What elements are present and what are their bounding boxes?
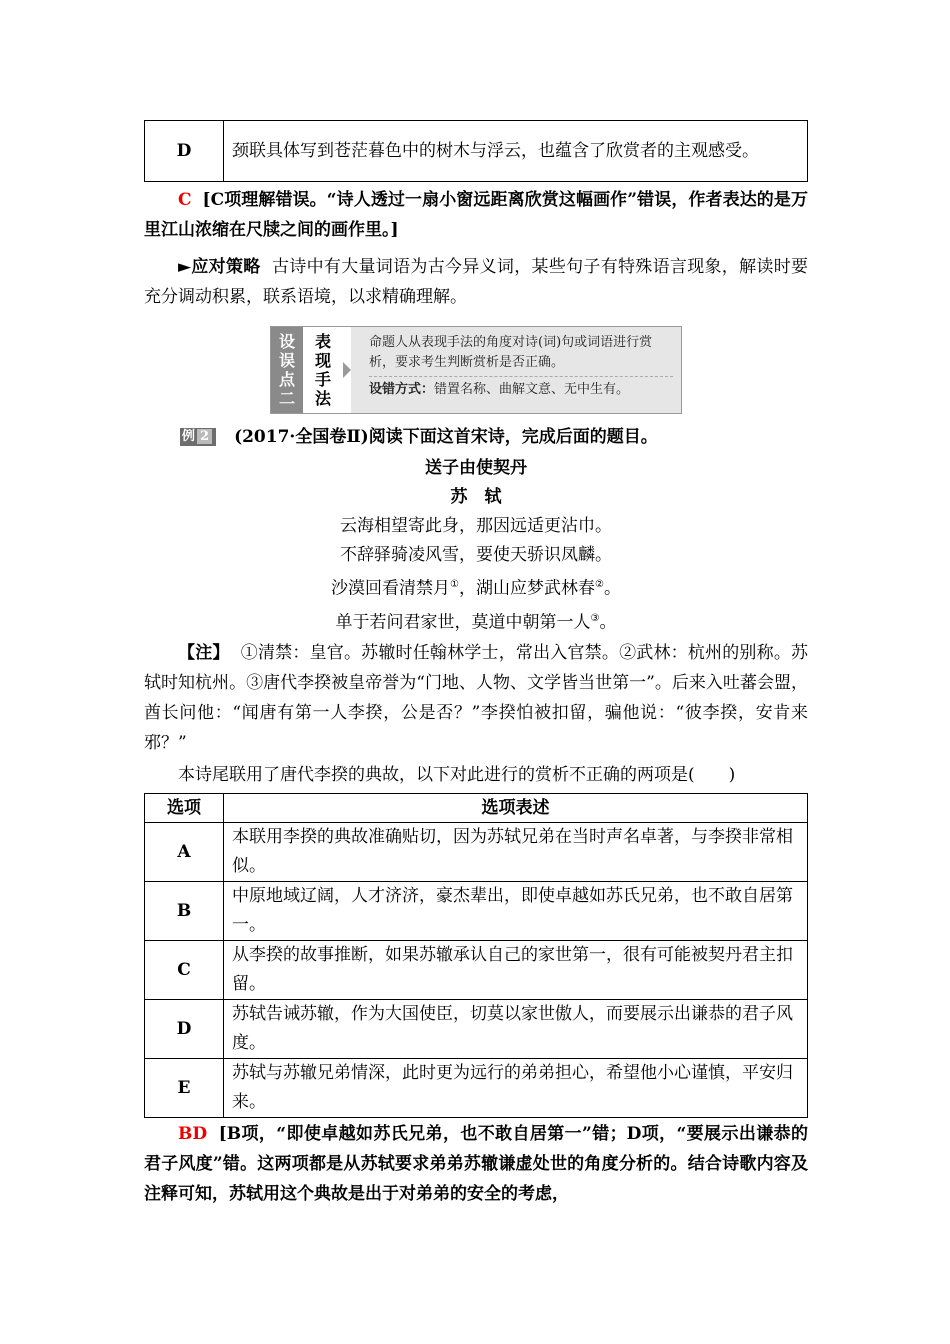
- option-text: 从李揆的故事推断，如果苏辙承认自己的家世第一，很有可能被契丹君主扣留。: [224, 941, 808, 1000]
- option-text: 本联用李揆的典故准确贴切，因为苏轼兄弟在当时声名卓著，与李揆非常相似。: [224, 823, 808, 882]
- tag-char: 点: [278, 370, 295, 389]
- poem: [144, 454, 808, 637]
- option-text: 颈联具体写到苍茫暮色中的树木与浮云，也蕴含了欣赏者的主观感受。: [224, 121, 808, 182]
- divider: [369, 376, 673, 377]
- poem-line: 不辞驿骑凌风雪，要使天骄识凤麟。: [340, 545, 612, 565]
- poem-text: 。: [599, 612, 617, 633]
- note-text: ①清禁：皇官。苏辙时任翰林学士，常出入官禁。②武林：杭州的别称。苏轼时知杭州。③唐代李揆被皇帝誉为“门地、人物、文学皆当世第一”。后来入吐蕃会盟，酋长问他：“闻唐有第一人李揆，公是否？”李揆怕被扣留，骗他说：“彼李揆，安肯来邪？”: [144, 643, 809, 754]
- kind-char: 现: [314, 351, 331, 370]
- table-row: [145, 1059, 808, 1118]
- option-text: 苏轼告诫苏辙，作为大国使臣，切莫以家世傲人，而要展示出谦恭的君子风度。: [224, 1000, 808, 1059]
- example-badge: [180, 428, 216, 446]
- kind-char: 法: [314, 389, 331, 408]
- poem-line: [144, 604, 808, 638]
- option-letter: D: [145, 121, 224, 182]
- poem-text: ，湖山应梦武林春: [459, 578, 595, 599]
- kind-char: 表: [314, 332, 331, 351]
- kind-char: 手: [314, 370, 331, 389]
- answer-letter: C: [178, 190, 192, 210]
- poem-line: [144, 570, 808, 604]
- answer-explanation: [B项，“即使卓越如苏氏兄弟，也不敢自居第一”错；D项，“要展示出谦恭的君子风度”错。这两项都是从苏轼要求弟弟苏辙谦虚处世的角度分析的。结合诗歌内容及注释可知，苏轼用这个典故是出于对弟弟的安全的考虑，: [144, 1124, 808, 1205]
- table-row: [145, 121, 808, 182]
- options-table: [144, 793, 808, 1118]
- header-option: 选项: [145, 794, 224, 823]
- example-line: [144, 422, 808, 452]
- tag-char: 设: [278, 332, 295, 351]
- error-method: [369, 380, 673, 400]
- note-paragraph: [144, 638, 808, 758]
- point-desc-text: 命题人从表现手法的角度对诗(词)句或词语进行赏析，要求考生判断赏析是否正确。: [369, 335, 653, 370]
- example-text: (2017·全国卷Ⅱ)阅读下面这首宋诗，完成后面的题目。: [234, 427, 658, 447]
- arrow-icon: [343, 362, 351, 378]
- option-letter: E: [145, 1059, 224, 1118]
- example-label: 例: [182, 429, 196, 444]
- table-row: [145, 941, 808, 1000]
- poem-author: 苏 轼: [450, 487, 502, 507]
- table-row: [145, 882, 808, 941]
- top-table: [144, 120, 808, 182]
- option-letter: C: [145, 941, 224, 1000]
- footnote-mark: ③: [590, 612, 600, 624]
- poem-title: 送子由使契丹: [425, 458, 527, 478]
- table-row: [145, 1000, 808, 1059]
- answer-one: [144, 185, 808, 245]
- tag-char: 二: [278, 389, 295, 408]
- option-text: 苏轼与苏辙兄弟情深，此时更为远行的弟弟担心，希望他小心谨慎，平安归来。: [224, 1059, 808, 1118]
- header-description: 选项表述: [224, 794, 808, 823]
- document-page: [144, 0, 808, 1209]
- option-text: 中原地域辽阔，人才济济，豪杰辈出，即使卓越如苏氏兄弟，也不敢自居第一。: [224, 882, 808, 941]
- answer-explanation: [C项理解错误。“诗人透过一扇小窗远距离欣赏这幅画作”错误，作者表达的是万里江山浓缩在尺牍之间的画作里。]: [144, 190, 808, 240]
- note-label: 【注】: [178, 643, 230, 664]
- answer-two: [144, 1119, 808, 1209]
- point-box-wrapper: [144, 326, 808, 414]
- footnote-mark: ①: [450, 579, 459, 590]
- strategy-text: 古诗中有大量词语为古今异义词，某些句子有特殊语言现象，解读时要充分调动积累，联系语境，以求精确理解。: [144, 257, 809, 307]
- option-letter: B: [145, 882, 224, 941]
- tag-char: 误: [278, 351, 295, 370]
- poem-text: 单于若问君家世，莫道中朝第一人: [335, 612, 591, 633]
- question-text: 本诗尾联用了唐代李揆的典故，以下对此进行的赏析不正确的两项是( ): [178, 765, 736, 786]
- poem-text: 沙漠回看清禁月: [331, 578, 451, 599]
- poem-line: 云海相望寄此身，那因远适更沾巾。: [340, 516, 612, 536]
- example-number: 2: [197, 429, 212, 444]
- option-letter: D: [145, 1000, 224, 1059]
- strategy-paragraph: [144, 252, 808, 312]
- method-text: 错置名称、曲解文意、无中生有。: [434, 382, 630, 397]
- method-label: 设错方式：: [369, 382, 435, 397]
- table-row: [145, 823, 808, 882]
- answer-letter: BD: [178, 1124, 208, 1145]
- footnote-mark: ②: [595, 579, 604, 590]
- table-header-row: [145, 794, 808, 823]
- option-letter: A: [145, 823, 224, 882]
- point-kind: [303, 327, 343, 413]
- poem-text: 。: [603, 578, 621, 599]
- strategy-label: ►应对策略: [178, 257, 261, 277]
- point-description: [351, 327, 681, 413]
- error-point-box: [270, 326, 682, 414]
- point-tag: [271, 327, 303, 413]
